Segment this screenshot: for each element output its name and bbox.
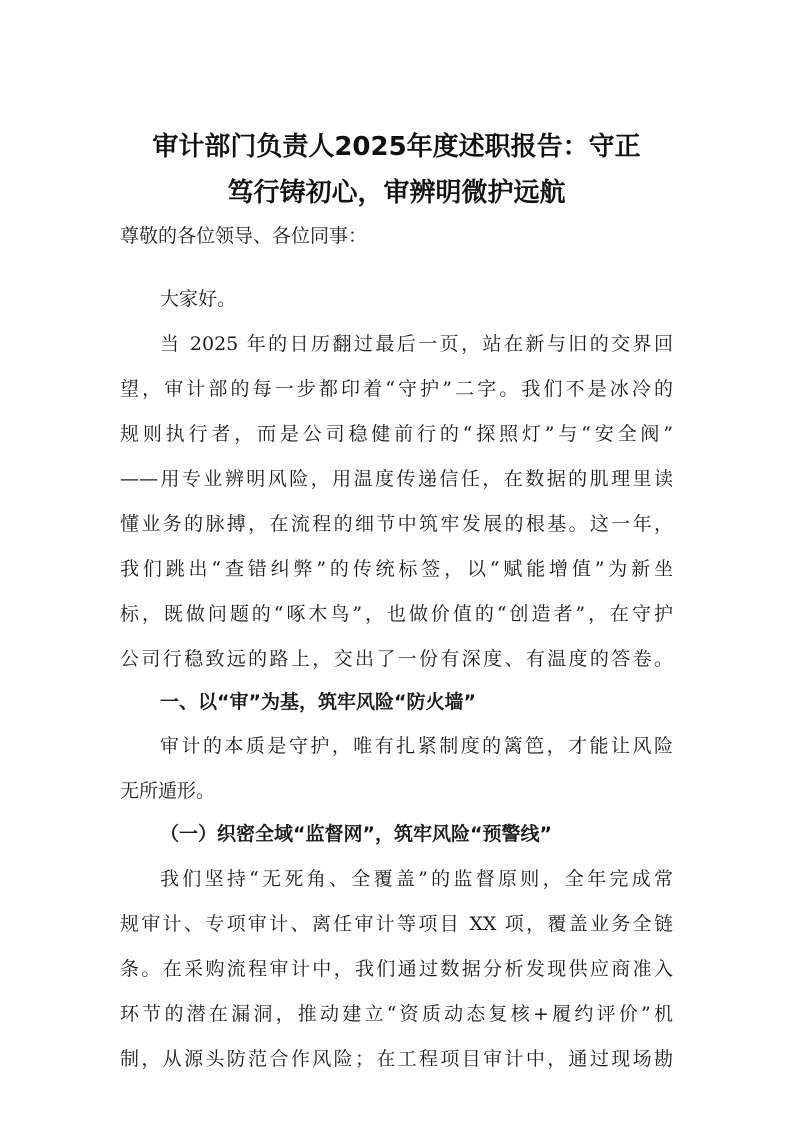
title-line-1: 审计部门负责人2025年度述职报告：守正 (152, 132, 641, 162)
intro-line: ——用专业辨明风险，用温度传递信任，在数据的肌理里读 (120, 468, 673, 490)
section-line: 无所遁形。 (120, 780, 216, 802)
subsection-line: 规审计、专项审计、离任审计等项目 XX 项，覆盖业务全链 (120, 913, 673, 935)
title-line-2: 笃行铸初心，审辨明微护远航 (227, 178, 566, 208)
greeting: 大家好。 (160, 288, 237, 310)
section-line: 审计的本质是守护，唯有扎紧制度的篱笆，才能让风险 (160, 735, 673, 757)
intro-line: 规则执行者，而是公司稳健前行的“探照灯”与“安全阀” (120, 423, 673, 445)
subsection-line: 条。在采购流程审计中，我们通过数据分析发现供应商准入 (120, 958, 673, 980)
subsection-line: 环节的潜在漏洞，推动建立“资质动态复核+履约评价”机 (120, 1003, 673, 1025)
intro-line: 懂业务的脉搏，在流程的细节中筑牢发展的根基。这一年， (120, 513, 673, 535)
salutation: 尊敬的各位领导、各位同事： (120, 225, 368, 247)
subsection-heading: （一）织密全域“监督网”，筑牢风险“预警线” (160, 823, 552, 845)
subsection-line: 我们坚持“无死角、全覆盖”的监督原则，全年完成常 (160, 868, 673, 890)
subsection-line: 制，从源头防范合作风险；在工程项目审计中，通过现场勘 (120, 1048, 673, 1070)
intro-line: 标，既做问题的“啄木鸟”，也做价值的“创造者”，在守护 (120, 603, 673, 625)
intro-line: 当 2025 年的日历翻过最后一页，站在新与旧的交界回 (160, 333, 673, 355)
document-title (120, 124, 673, 216)
section-heading: 一、以“审”为基，筑牢风险“防火墙” (160, 691, 476, 713)
intro-line: 望，审计部的每一步都印着“守护”二字。我们不是冰冷的 (120, 378, 673, 400)
intro-line: 公司行稳致远的路上，交出了一份有深度、有温度的答卷。 (120, 648, 673, 670)
intro-line: 我们跳出“查错纠弊”的传统标签，以“赋能增值”为新坐 (120, 558, 673, 580)
